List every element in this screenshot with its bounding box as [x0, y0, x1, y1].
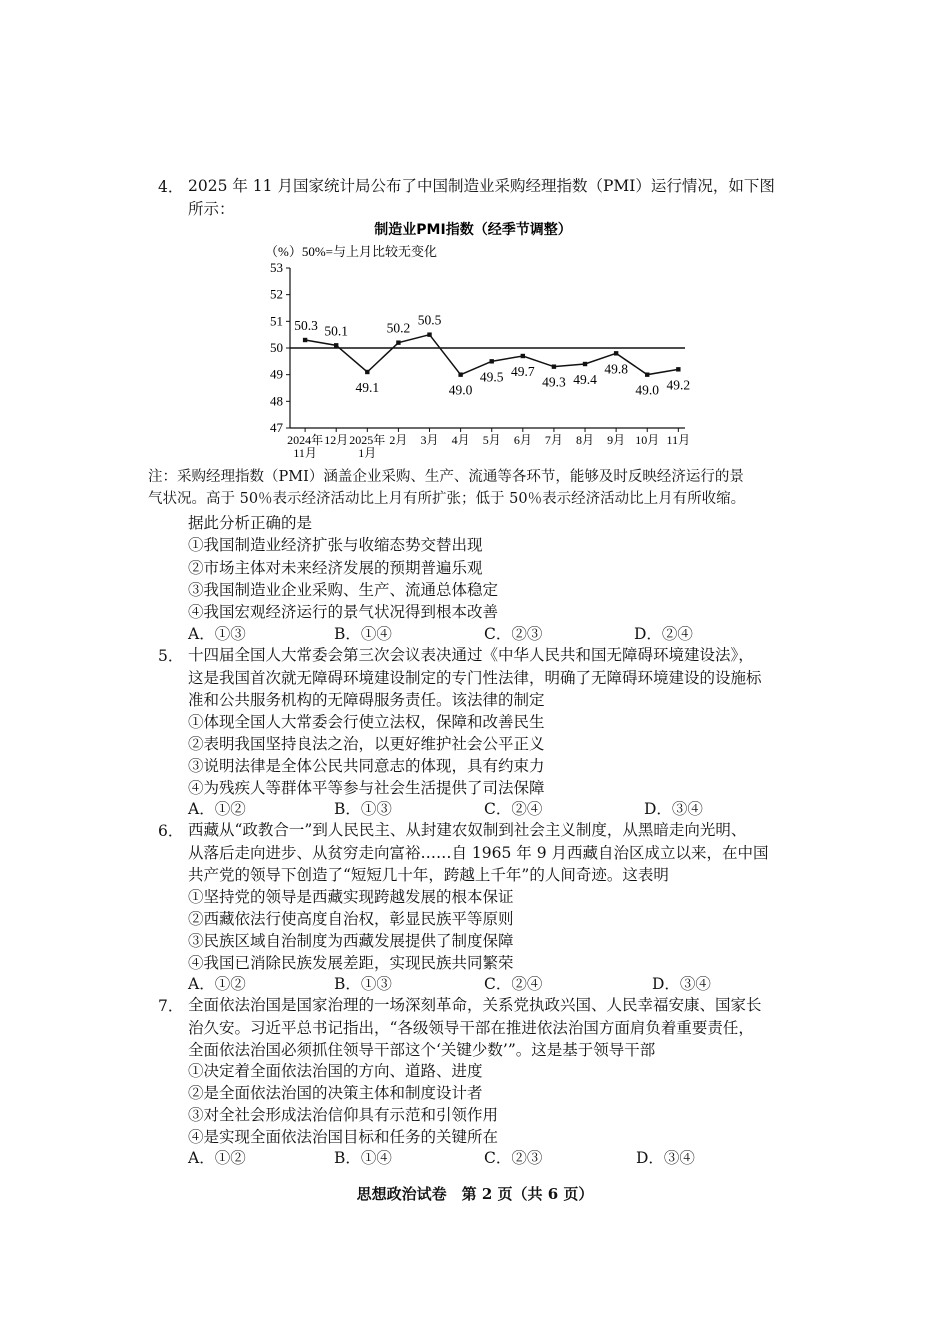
chart-y-ticks [270, 260, 290, 435]
x-tick-label: 7月 [544, 433, 563, 447]
option-item: ③说明法律是全体公民共同意志的体现，具有约束力 [188, 757, 545, 775]
option-item: ①决定着全面依法治国的方向、道路、进度 [188, 1062, 483, 1080]
data-label: 50.2 [386, 320, 411, 336]
option-item: ③民族区域自治制度为西藏发展提供了制度保障 [188, 932, 514, 950]
x-tick-label: 12月 [324, 433, 349, 447]
y-tick-label: 49 [270, 366, 283, 382]
option-item: ①体现全国人大常委会行使立法权，保障和改善民生 [188, 713, 545, 731]
choice-d[interactable]: D．③④ [652, 975, 711, 993]
stem-line: 共产党的领导下创造了“短短几十年，跨越上千年”的人间奇迹。这表明 [188, 866, 669, 884]
choice-b[interactable]: B．①③ [334, 975, 392, 993]
question-4-number: 4． [158, 178, 184, 196]
choice-b[interactable]: B．①④ [334, 1149, 392, 1167]
choice-c[interactable]: C．②③ [484, 625, 543, 643]
x-tick-label: 4月 [451, 433, 470, 447]
x-tick-label: 5月 [482, 433, 501, 447]
option-item: ③对全社会形成法治信仰具有示范和引领作用 [188, 1106, 499, 1124]
choice-d[interactable]: D．③④ [636, 1149, 695, 1167]
choice-c[interactable]: C．②④ [484, 975, 543, 993]
choice-b[interactable]: B．①③ [334, 800, 392, 818]
data-label: 49.0 [448, 382, 473, 398]
data-label: 49.3 [542, 374, 566, 390]
chart-data-labels [294, 313, 690, 398]
data-label: 49.4 [573, 372, 597, 387]
chart-title: 制造业PMI指数（经季节调整） [374, 222, 572, 238]
x-tick-label: 6月 [513, 433, 532, 447]
note-line: 气状况。高于 50％表示经济活动比上月有所扩张；低于 50％表示经济活动比上月有所收缩。 [148, 491, 746, 507]
page-footer: 思想政治试卷 第 2 页（共 6 页） [356, 1185, 594, 1203]
data-point [458, 372, 462, 376]
choice-b[interactable]: B．①④ [334, 625, 392, 643]
stem-line: 所示： [188, 199, 235, 218]
question-7-choices [188, 1146, 788, 1168]
note-line: 注：采购经理指数（PMI）涵盖企业采购、生产、流通等各环节，能够及时反映经济运行的景 [148, 469, 744, 485]
data-label: 49.8 [604, 361, 628, 377]
data-label: 49.7 [511, 364, 535, 379]
option-item: ②市场主体对未来经济发展的预期普遍乐观 [188, 559, 483, 577]
question-6-choices [188, 972, 788, 994]
pmi-line-chart [255, 214, 705, 464]
data-point [365, 370, 369, 374]
option-item: ①我国制造业经济扩张与收缩态势交替出现 [188, 536, 483, 554]
data-label: 49.2 [666, 377, 691, 393]
choice-d[interactable]: D．③④ [644, 800, 703, 818]
x-tick-label-line2: 1月 [358, 446, 377, 460]
data-point [490, 359, 494, 363]
data-label: 49.1 [355, 380, 380, 395]
x-tick-label: 2月 [389, 433, 408, 447]
stem-line: 十四届全国人大常委会第三次会议表决通过《中华人民共和国无障碍环境建设法》， [188, 646, 754, 664]
question-7-number: 7． [158, 997, 184, 1015]
question-7-stem [188, 994, 762, 1062]
data-label: 50.5 [417, 312, 442, 328]
question-4-choices [188, 622, 788, 644]
x-tick-label: 9月 [607, 433, 626, 447]
data-label: 50.3 [294, 318, 318, 333]
choice-c[interactable]: C．②③ [484, 1149, 543, 1167]
y-tick-label: 53 [270, 260, 283, 275]
data-point [552, 364, 556, 368]
choice-a[interactable]: A．①② [188, 975, 246, 993]
data-label: 49.0 [635, 382, 660, 398]
option-item: ④我国已消除民族发展差距，实现民族共同繁荣 [188, 954, 514, 972]
choice-c[interactable]: C．②④ [484, 800, 543, 818]
stem-line: 西藏从“政教合一”到人民民主、从封建农奴制到社会主义制度，从黑暗走向光明、 [188, 821, 747, 839]
option-item: ①坚持党的领导是西藏实现跨越发展的根本保证 [188, 888, 514, 906]
y-tick-label: 51 [270, 313, 283, 329]
data-point [676, 367, 680, 371]
option-item: ③我国制造业企业采购、生产、流通总体稳定 [188, 581, 499, 599]
x-tick-label: 10月 [635, 433, 660, 447]
data-point [521, 354, 525, 358]
x-tick-label: 3月 [420, 433, 439, 447]
stem-line: 准和公共服务机构的无障碍服务责任。该法律的制定 [188, 691, 545, 709]
option-item: ②西藏依法行使高度自治权，彰显民族平等原则 [188, 910, 514, 928]
option-item: ②表明我国坚持良法之治，以更好维护社会公平正义 [188, 735, 545, 753]
x-tick-label: 2024年 [287, 433, 324, 447]
y-tick-label: 52 [270, 286, 283, 302]
data-label: 49.5 [479, 369, 504, 385]
data-point [583, 362, 587, 366]
chart-axes [290, 268, 685, 428]
x-tick-label: 8月 [576, 433, 595, 447]
data-point [396, 340, 400, 344]
question-6-stem [188, 819, 769, 887]
data-label: 50.1 [324, 323, 349, 339]
x-tick-label-line2: 11月 [293, 446, 317, 460]
question-4-lead: 据此分析正确的是 [188, 514, 313, 532]
question-6-number: 6． [158, 822, 184, 840]
chart-x-ticks [287, 428, 690, 460]
choice-a[interactable]: A．①③ [188, 625, 246, 643]
option-item: ④为残疾人等群体平等参与社会生活提供了司法保障 [188, 779, 545, 797]
data-point [614, 351, 618, 355]
choice-a[interactable]: A．①② [188, 1149, 246, 1167]
data-point [334, 343, 338, 347]
option-item: ④是实现全面依法治国目标和任务的关键所在 [188, 1128, 499, 1146]
stem-line: 全面依法治国必须抓住领导干部这个‘关键少数’”。这是基于领导干部 [188, 1041, 656, 1059]
stem-line: 2025 年 11 月国家统计局公布了中国制造业采购经理指数（PMI）运行情况，如下图 [188, 177, 775, 195]
x-tick-label: 11月 [666, 433, 691, 447]
stem-line: 这是我国首次就无障碍环境建设制定的专门性法律，明确了无障碍环境建设的设施标 [188, 668, 762, 687]
stem-line: 治久安。习近平总书记指出，“各级领导干部在推进依法治国方面肩负着重要责任， [188, 1018, 754, 1037]
y-tick-label: 48 [270, 393, 283, 409]
data-point [645, 372, 649, 376]
question-5-number: 5． [158, 647, 184, 665]
question-5-choices [188, 797, 788, 819]
question-5-stem [188, 644, 762, 712]
x-tick-label: 2025年 [349, 433, 386, 447]
y-tick-label: 47 [270, 420, 283, 435]
option-item: ④我国宏观经济运行的景气状况得到根本改善 [188, 603, 499, 621]
data-point [427, 332, 431, 336]
y-tick-label: 50 [270, 340, 283, 355]
option-item: ②是全面依法治国的决策主体和制度设计者 [188, 1084, 483, 1102]
choice-a[interactable]: A．①② [188, 800, 246, 818]
chart-note [148, 466, 745, 510]
choice-d[interactable]: D．②④ [634, 625, 693, 643]
data-point [303, 338, 307, 342]
stem-line: 从落后走向进步、从贫穷走向富裕……自 1965 年 9 月西藏自治区成立以来，在中国 [188, 843, 769, 862]
chart-y-axis-label: （%）50%=与上月比较无变化 [265, 244, 437, 259]
stem-line: 全面依法治国是国家治理的一场深刻革命，关系党执政兴国、人民幸福安康、国家长 [188, 996, 762, 1014]
